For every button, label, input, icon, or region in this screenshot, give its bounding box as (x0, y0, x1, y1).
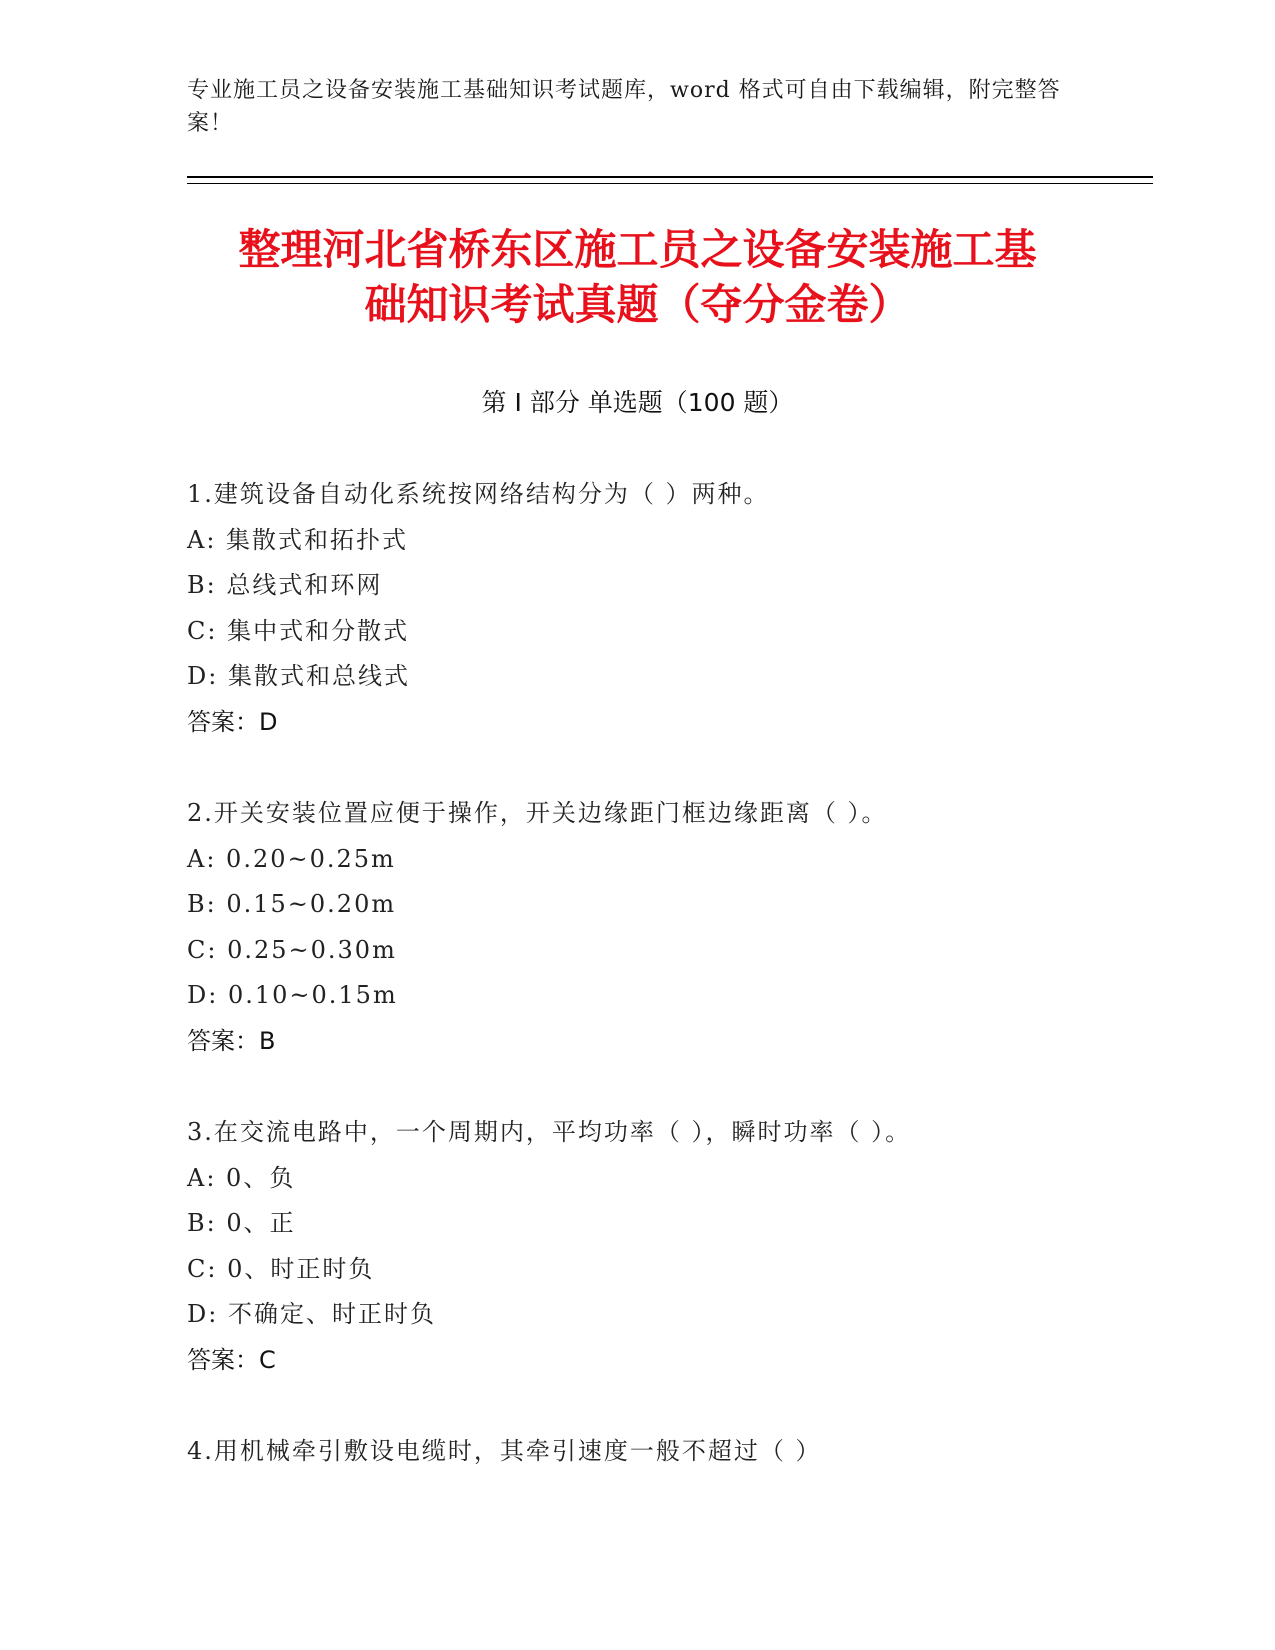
option-a: A: 0、负 (187, 1163, 296, 1192)
option-a: A: 0.20~0.25m (187, 844, 396, 873)
option-d: D: 0.10~0.15m (187, 981, 398, 1009)
answer: 答案：C (187, 1345, 276, 1374)
answer: 答案：B (187, 1026, 276, 1055)
question-1 (187, 472, 1147, 745)
header-divider-thin (187, 183, 1153, 184)
question-4 (187, 1429, 1147, 1475)
document-title-line-2: 础知识考试真题（夺分金卷） (364, 280, 911, 329)
option-c: C: 集中式和分散式 (187, 616, 410, 645)
header-note: 专业施工员之设备安装施工基础知识考试题库，word 格式可自由下载编辑，附完整答案！ (187, 78, 1061, 136)
question-list (187, 472, 1147, 1521)
section-title: 第 I 部分 单选题（100 题） (481, 388, 794, 417)
option-b: B: 0、正 (187, 1209, 296, 1237)
header-divider (187, 176, 1153, 178)
question-3 (187, 1110, 1147, 1383)
option-b: B: 0.15~0.20m (187, 890, 397, 918)
option-b: B: 总线式和环网 (187, 571, 383, 599)
question-stem: 4.用机械牵引敷设电缆时，其牵引速度一般不超过（ ） (187, 1437, 822, 1465)
question-stem: 2.开关安装位置应便于操作，开关边缘距门框边缘距离（ ）。 (187, 799, 888, 827)
question-2 (187, 791, 1147, 1064)
answer: 答案：D (187, 707, 278, 736)
document-title (150, 222, 1125, 332)
option-d: D: 不确定、时正时负 (187, 1300, 436, 1328)
option-c: C: 0.25~0.30m (187, 935, 397, 964)
document-title-line-1: 整理河北省桥东区施工员之设备安装施工基 (238, 225, 1037, 274)
option-a: A: 集散式和拓扑式 (187, 525, 409, 554)
option-c: C: 0、时正时负 (187, 1254, 375, 1283)
option-d: D: 集散式和总线式 (187, 662, 410, 690)
question-stem: 3.在交流电路中，一个周期内，平均功率（ ），瞬时功率（ ）。 (187, 1118, 912, 1146)
question-stem: 1.建筑设备自动化系统按网络结构分为（ ）两种。 (187, 480, 770, 508)
